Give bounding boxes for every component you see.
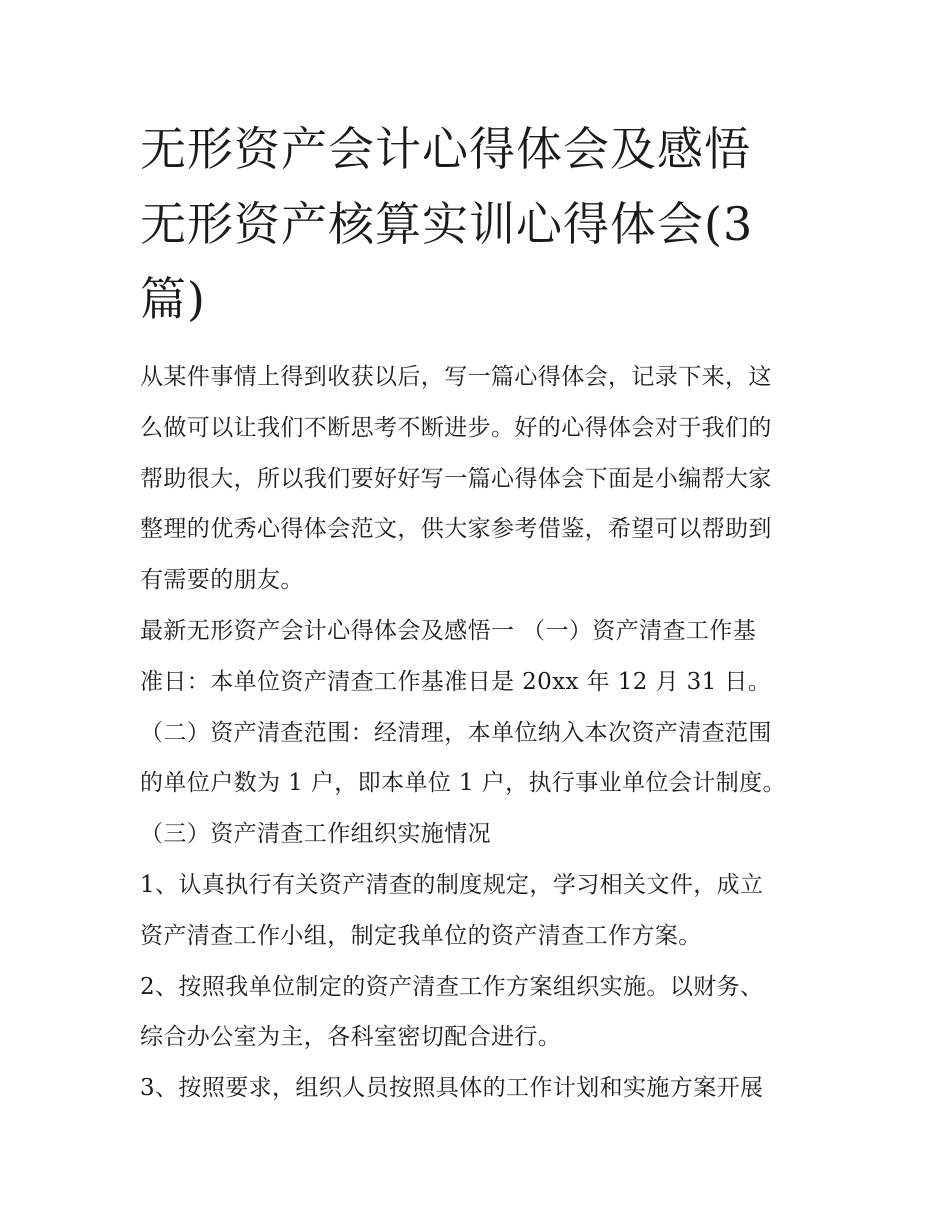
body-line: 整理的优秀心得体会范文，供大家参考借鉴，希望可以帮助到	[140, 516, 772, 543]
body-line: 资产清查工作小组，制定我单位的资产清查工作方案。	[140, 922, 702, 949]
body-line: 有需要的朋友。	[140, 567, 304, 594]
title-line: 篇)	[140, 272, 206, 326]
body-line: 综合办公室为主，各科室密切配合进行。	[140, 1024, 562, 1051]
body-line: 从某件事情上得到收获以后，写一篇心得体会，记录下来，这	[140, 364, 772, 390]
title-line: 无形资产核算实训心得体会(3	[140, 197, 754, 251]
document-body	[140, 352, 820, 1114]
document-title	[140, 112, 800, 337]
title-line: 无形资产会计心得体会及感悟	[140, 122, 751, 176]
body-line: 2、按照我单位制定的资产清查工作方案组织实施。以财务、	[140, 973, 764, 1000]
body-line: 3、按照要求，组织人员按照具体的工作计划和实施方案开展	[140, 1075, 764, 1102]
body-line: 准日：本单位资产清查工作基准日是 20xx 年 12 月 31 日。	[140, 668, 772, 695]
body-line: 1、认真执行有关资产清查的制度规定，学习相关文件，成立	[140, 871, 764, 898]
body-line: （二）资产清查范围：经清理，本单位纳入本次资产清查范围	[140, 719, 772, 746]
body-line: 帮助很大，所以我们要好好写一篇心得体会下面是小编帮大家	[140, 465, 772, 492]
body-line: 的单位户数为 1 户，即本单位 1 户，执行事业单位会计制度。	[140, 770, 786, 797]
body-line: （三）资产清查工作组织实施情况	[140, 821, 491, 848]
body-line: 最新无形资产会计心得体会及感悟一 （一）资产清查工作基	[140, 617, 757, 644]
body-line: 么做可以让我们不断思考不断进步。好的心得体会对于我们的	[140, 414, 772, 441]
